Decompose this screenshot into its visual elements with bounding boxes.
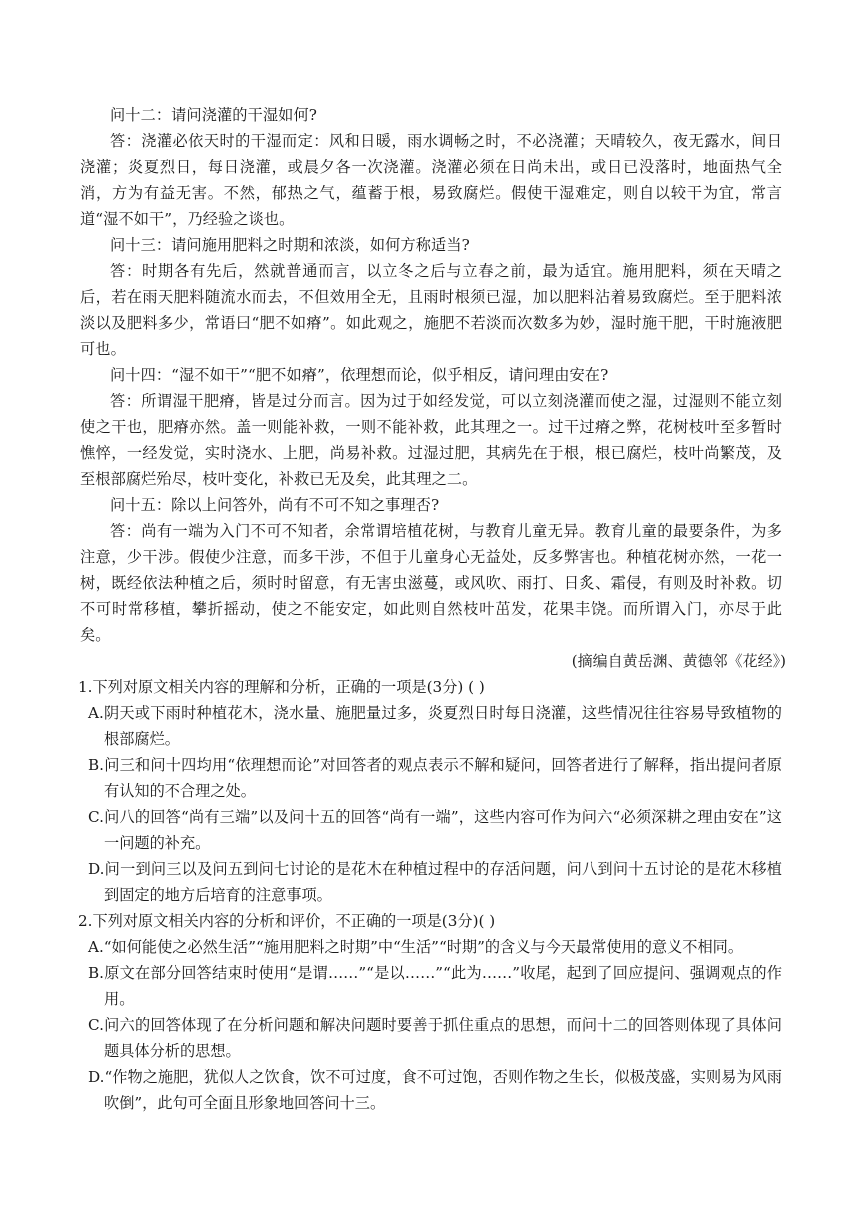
paragraph-q15: 问十五：除以上问答外，尚有不可不知之事理否? bbox=[110, 496, 440, 514]
option-a: A.“如何能使之必然生活”“施用肥料之时期”中“生活”“时期”的含义与今天最常使用的意义不相同。 bbox=[88, 938, 744, 956]
paragraph-a14: 答：所谓湿干肥瘠，皆是过分而言。因为过于如经发觉，可以立刻浇灌而使之湿，过湿则不能立刻使之干也，肥瘠亦然。盖一则能补救，一则不能补救，此其理之一。过干过瘠之弊，花树枝叶至多暂时憔悴，一经发觉，实时浇水、上肥，尚易补救。过湿过肥，其病先在于根，根已腐烂，枝叶尚繁茂，及至根部腐烂殆尽，枝叶变化，补救已无及矣，此其理之二。 bbox=[80, 392, 782, 488]
paragraph-a15: 答：尚有一端为入门不可不知者，余常谓培植花树，与教育儿童无异。教育儿童的最要条件，为多注意，少干涉。假使少注意，而多干涉，不但于儿童身心无益处，反多弊害也。种植花树亦然，一花一树，既经依法种植之后，须时时留意，有无害虫滋蔓，或风吹、雨打、日炙、霜侵，有则及时补救。切不可时常移植，攀折摇动，使之不能安定，如此则自然枝叶茁发，花果丰饶。而所谓入门，亦尽于此矣。 bbox=[80, 522, 782, 644]
option-b: B.问三和问十四均用“依理想而论”对回答者的观点表示不解和疑问，回答者进行了解释，指出提问者原有认知的不合理之处。 bbox=[88, 756, 782, 800]
option-d: D.“作物之施肥，犹似人之饮食，饮不可过度，食不可过饱，否则作物之生长，似极茂盛，实则易为风雨吹倒”，此句可全面且形象地回答问十三。 bbox=[88, 1068, 782, 1112]
question-2 bbox=[80, 908, 782, 1116]
option-c: C.问八的回答“尚有三端”以及问十五的回答“尚有一端”，这些内容可作为问六“必须深耕之理由安在”这一问题的补充。 bbox=[88, 808, 782, 852]
paragraph-a12: 答：浇灌必依天时的干湿而定：风和日暖，雨水调畅之时，不必浇灌；天晴较久，夜无露水，间日浇灌；炎夏烈日，每日浇灌，或晨夕各一次浇灌。浇灌必须在日尚未出，或日已没落时，地面热气全消，方为有益无害。不然，郁热之气，蕴蓄于根，易致腐烂。假使干湿难定，则自以较干为宜，常言道“湿不如干”，乃经验之谈也。 bbox=[80, 132, 782, 228]
paragraph-q13: 问十三：请问施用肥料之时期和浓淡，如何方称适当? bbox=[110, 236, 470, 254]
paragraph-a13: 答：时期各有先后，然就普通而言，以立冬之后与立春之前，最为适宜。施用肥料，须在天晴之后，若在雨天肥料随流水而去，不但效用全无，且雨时根须已湿，加以肥料沾着易致腐烂。至于肥料浓淡以及肥料多少，常语曰“肥不如瘠”。如此观之，施肥不若淡而次数多为妙，湿时施干肥，干时施液肥可也。 bbox=[80, 262, 782, 358]
paragraph-q14: 问十四：“湿不如干”“肥不如瘠”，依理想而论，似乎相反，请问理由安在? bbox=[110, 366, 609, 384]
option-a: A.阴天或下雨时种植花木，浇水量、施肥量过多，炎夏烈日时每日浇灌，这些情况往往容易导致植物的根部腐烂。 bbox=[88, 704, 782, 748]
option-b: B.原文在部分回答结束时使用“是谓……”“是以……”“此为……”收尾，起到了回应提问、强调观点的作用。 bbox=[88, 964, 782, 1008]
document-page bbox=[78, 102, 786, 1116]
paragraph-q12: 问十二：请问浇灌的干湿如何? bbox=[110, 106, 317, 124]
question-title: 1.下列对原文相关内容的理解和分析，正确的一项是(3分) ( ) bbox=[78, 678, 485, 696]
source-citation: (摘编自黄岳渊、黄德邻《花经》) bbox=[571, 652, 786, 670]
question-title: 2.下列对原文相关内容的分析和评价，不正确的一项是(3分)( ) bbox=[78, 912, 496, 930]
option-d: D.问一到问三以及问五到问七讨论的是花木在种植过程中的存活问题，问八到问十五讨论的是花木移植到固定的地方后培育的注意事项。 bbox=[88, 860, 782, 904]
passage bbox=[80, 102, 782, 648]
question-1 bbox=[80, 674, 782, 908]
option-c: C.问六的回答体现了在分析问题和解决问题时要善于抓住重点的思想，而问十二的回答则体现了具体问题具体分析的思想。 bbox=[88, 1016, 782, 1060]
